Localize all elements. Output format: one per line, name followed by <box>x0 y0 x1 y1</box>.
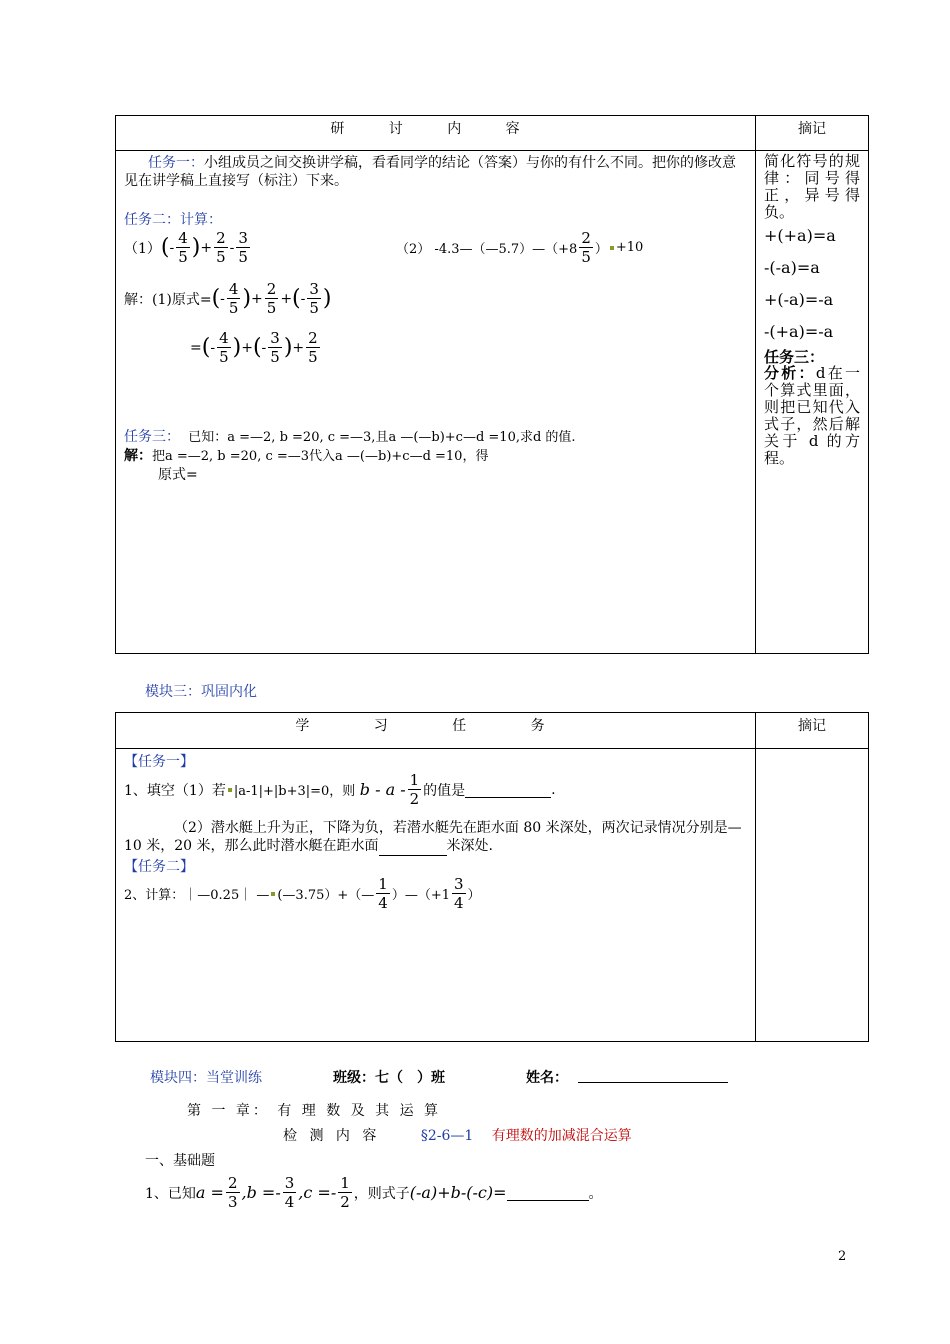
question1-part2: （2）潜水艇上升为正，下降为负，若潜水艇先在距水面 80 米深处，两次记录情况分别是—10 米，20 米，那么此时潜水艇在距水面 米深处. <box>124 820 742 854</box>
task3-label: 任务三： <box>124 429 180 445</box>
side-task3-label: 任务三： <box>764 348 825 366</box>
table1-header-side: 摘记 <box>798 121 826 137</box>
task3-yuanshi: 原式= <box>158 467 198 483</box>
task3-text: 已知：a =—2, b =20, c =—3,且a —(—b)+c—d =10,求d 的值. <box>188 430 576 445</box>
module4-title: 模块四：当堂训练 <box>150 1070 262 1086</box>
fraction-2-5-p2: $\frac{2}{5}$ <box>581 229 591 266</box>
q2-answer-blank[interactable] <box>379 837 447 856</box>
fraction-2-5: $\frac{2}{5}$ <box>216 229 226 266</box>
class-label: 班级：七（ ）班 <box>333 1070 445 1086</box>
table2-header-side: 摘记 <box>798 718 826 734</box>
side-note-sign-rule: 简化符号的规律：同号得正，异号得负。 <box>764 152 860 221</box>
name-label: 姓名： <box>526 1070 568 1086</box>
problem2: （2） -4.3—（—5.7）—（+8 $\frac{2}{5}$ ） +10 <box>396 229 644 266</box>
task1-text: 小组成员之间交换讲学稿，看看同学的结论（答案）与你的有什么不同。把你的修改意见在讲学稿上直接写（标注）下来。 <box>124 155 736 189</box>
rule-plus-minus: +(-a)=-a <box>764 290 834 309</box>
table2-task1-label: 【任务一】 <box>124 754 194 770</box>
page-number: 2 <box>838 1249 847 1264</box>
table1-column-divider <box>755 115 756 654</box>
fraction-3-5: $\frac{3}{5}$ <box>238 229 248 266</box>
solution-line2: = ( - $\frac{4}{5}$ ) + ( - $\frac{3}{5}$ ) + $\frac{2}{5}$ <box>190 329 318 366</box>
problem1: （1） ( - $\frac{4}{5}$ ) + $\frac{2}{5}$ - $\frac{3}{5}$ <box>124 229 248 266</box>
table1-header-main: 研 讨 内 容 <box>330 121 540 137</box>
question2: 2、计算：｜—0.25｜ — (—3.75）+（— $\frac{1}{4}$ ）—（+1 $\frac{3}{4}$ ） <box>124 875 481 912</box>
fraction-4-5: $\frac{4}{5}$ <box>178 229 188 266</box>
module3-title: 模块三：巩固内化 <box>145 684 257 700</box>
basic-question1: 1、已知 a = $\frac{2}{3}$ ,b =- $\frac{3}{4}$ ,c =- $\frac{1}{2}$ ，则式子 (-a)+b-(-c)= 。 <box>145 1174 603 1211</box>
section-line: 检 测 内 容 §2-6—1 有理数的加减混合运算 <box>283 1128 632 1144</box>
task1-label: 任务一： <box>148 155 204 171</box>
task3-solution: 解：把a =—2, b =20, c =—3代入a —(—b)+c—d =10，得 <box>124 448 489 464</box>
name-input-line[interactable] <box>578 1082 728 1083</box>
rule-plus-plus: +(+a)=a <box>764 226 836 245</box>
table2-column-divider <box>755 712 756 1042</box>
rule-minus-plus: -(+a)=-a <box>764 322 834 341</box>
basic-heading: 一、基础题 <box>145 1153 215 1169</box>
side-analysis: 分析：d在一个算式里面，则把已知代入式子，然后解关于 d 的方程。 <box>764 364 860 467</box>
table2-task2-label: 【任务二】 <box>124 859 194 875</box>
rule-minus-minus: -(-a)=a <box>764 258 820 277</box>
task2-label: 任务二：计算： <box>124 212 222 228</box>
table2-header-main: 学 习 任 务 <box>295 718 575 734</box>
question1: 1、填空（1）若 |a-1|+|b+3|=0，则 b - a - $\frac{1}{2}$ 的值是 . <box>124 771 556 808</box>
basic-answer-blank[interactable] <box>507 1184 589 1201</box>
task1-paragraph <box>124 154 748 190</box>
q1-answer-blank[interactable] <box>465 781 551 798</box>
chapter-title: 第 一 章： 有 理 数 及 其 运 算 <box>187 1103 442 1119</box>
task3-line <box>124 426 576 446</box>
solution-line1: 解：(1)原式= ( - $\frac{4}{5}$ ) + $\frac{2}{5}$ + ( - $\frac{3}{5}$ ) <box>124 280 332 317</box>
